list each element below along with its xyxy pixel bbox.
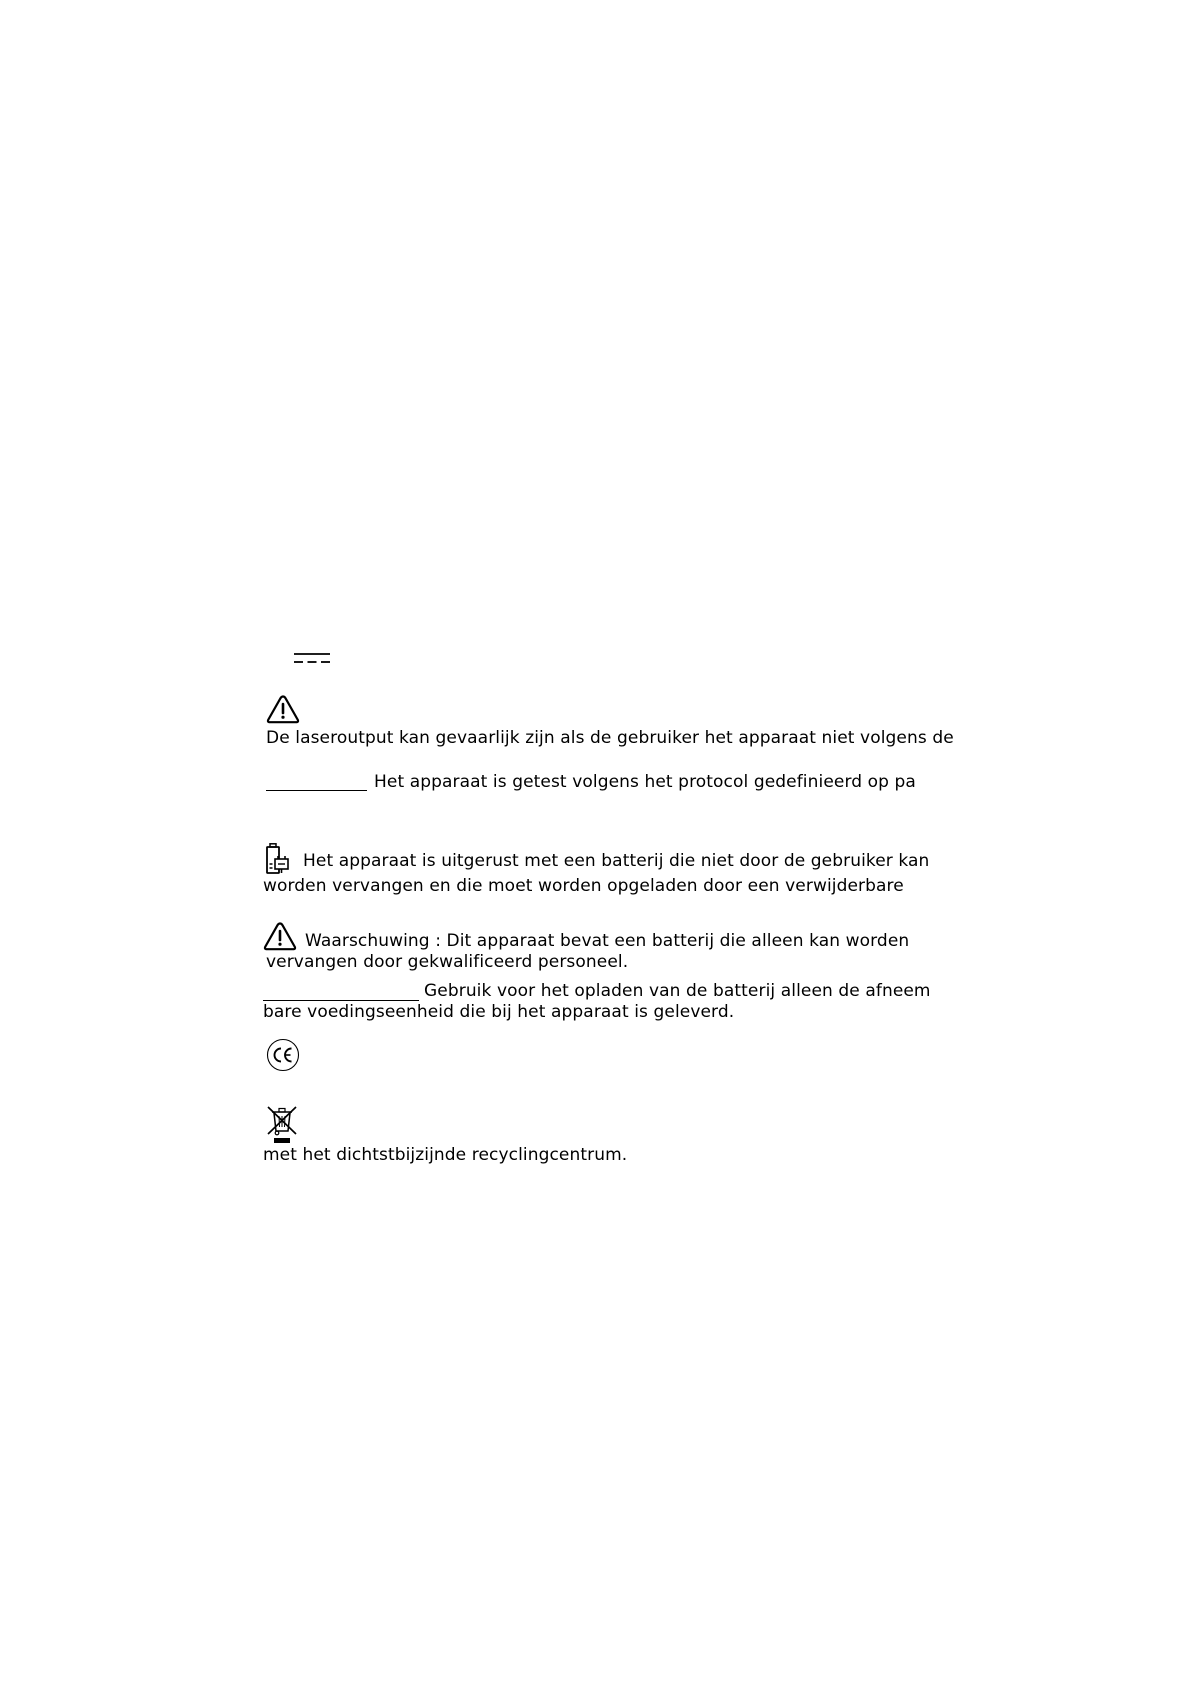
blank-underline [263, 1000, 419, 1001]
direct-current-icon [294, 652, 330, 664]
built-in-battery-icon [266, 843, 292, 875]
battery-warning-line1: Waarschuwing : Dit apparaat bevat een batterij die alleen kan worden [305, 931, 910, 951]
charging-text-line1: Gebruik voor het opladen van de batterij alleen de afneem [424, 981, 931, 1001]
warning-triangle-icon [266, 694, 300, 725]
laser-warning-text: De laseroutput kan gevaarlijk zijn als de gebruiker het apparaat niet volgens de [266, 728, 954, 748]
recycling-text: met het dichtstbijzijnde recyclingcentrum. [263, 1145, 628, 1165]
warning-triangle-icon [263, 921, 297, 952]
battery-text-line2: worden vervangen en die moet worden opgeladen door een verwijderbare [263, 876, 904, 896]
blank-underline [266, 790, 367, 791]
charging-text-line2: bare voedingseenheid die bij het apparaat is geleverd. [263, 1002, 735, 1022]
ce-mark-icon [266, 1038, 300, 1072]
crossed-out-wheelie-bin-icon [266, 1106, 298, 1144]
protocol-text: Het apparaat is getest volgens het protocol gedefinieerd op pa [374, 772, 916, 792]
battery-warning-line2: vervangen door gekwalificeerd personeel. [266, 952, 629, 972]
battery-text-line1: Het apparaat is uitgerust met een batterij die niet door de gebruiker kan [303, 851, 930, 871]
